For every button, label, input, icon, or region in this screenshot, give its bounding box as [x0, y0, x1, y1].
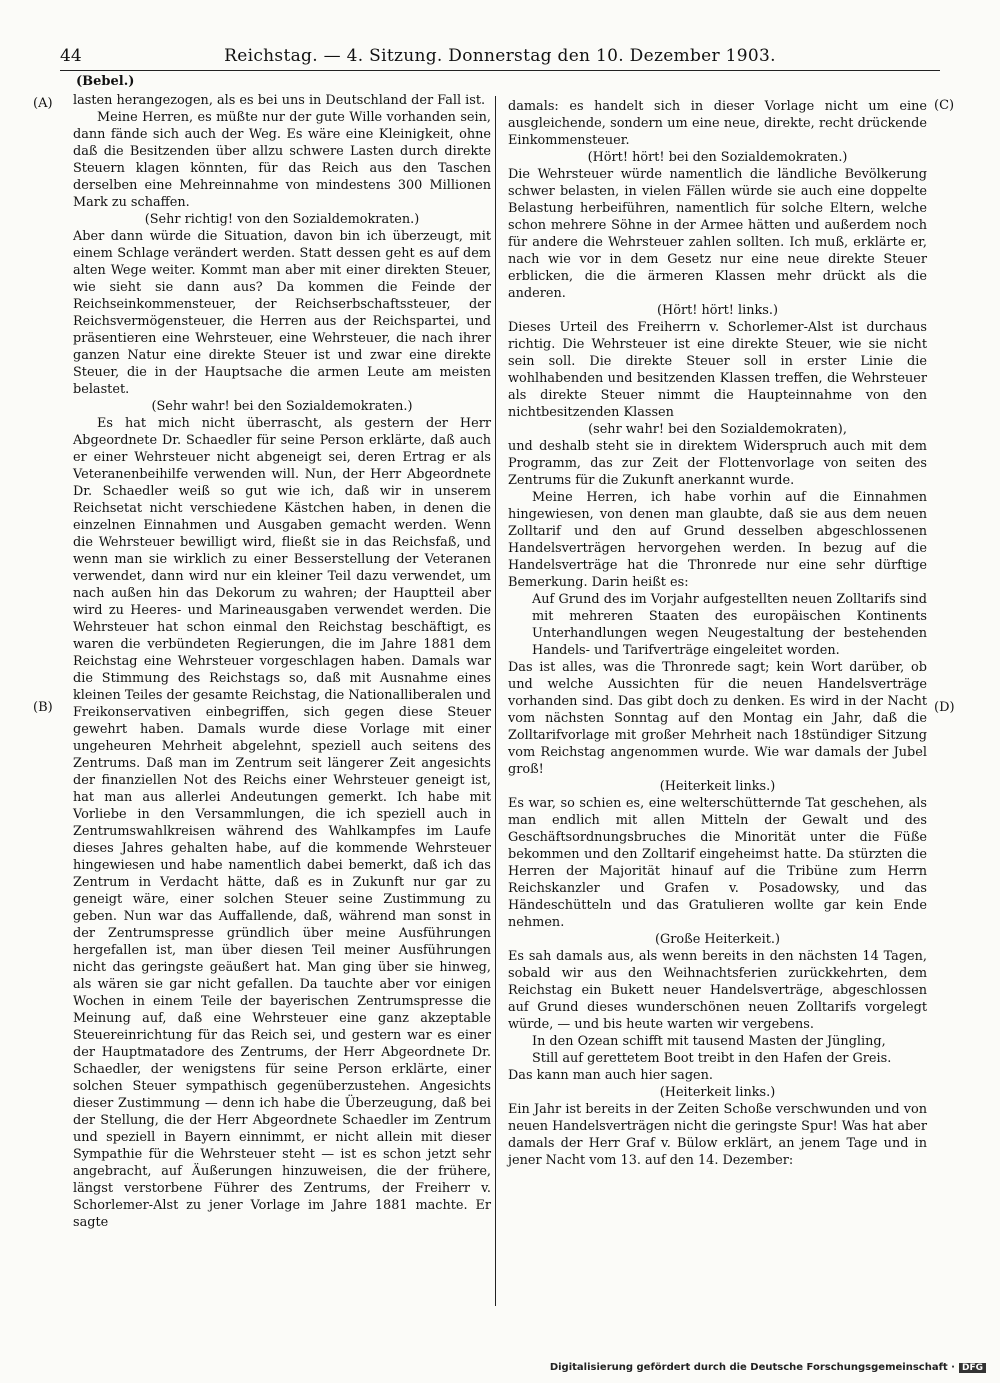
paragraph: Es war, so schien es, eine welterschütternde Tat geschehen, als man endlich mit allen Mitteln der Gewalt und des Geschäftsordnungsbruches die Minorität unter die Füße bekommen und den Zolltarif eingeheimst hatte. Da stürzten die Herren der Majorität hinauf auf die Tribüne zum Herrn Reichskanzler und Grafen v. Posadowsky, und das Händeschütteln und das Gratulieren wollte gar kein Ende nehmen.: [508, 796, 927, 930]
column-divider: [495, 96, 496, 1306]
interjection: (Hört! hört! links.): [657, 303, 778, 318]
paragraph: Meine Herren, es müßte nur der gute Wille vorhanden sein, dann fände sich auch der Weg. Es wäre eine Kleinigkeit, ohne daß die Besitzenden über allzu schwere Lasten durch direkte Steuern klagen könnten, für das Reich aus den Taschen derselben eine Mehreinnahme von mindestens 300 Millionen Mark zu schaffen.: [73, 110, 491, 210]
paragraph: Es hat mich nicht überrascht, als gestern der Herr Abgeordnete Dr. Schaedler für seine Person erklärte, daß auch er einer Wehrsteuer nicht abgeneigt sei, deren Ertrag er als Veteranenbeihilfe verwenden will. Nun, der Herr Abgeordnete Dr. Schaedler weiß so gut wie ich, daß wir in unserem Reichsetat nicht verschiedene Kästchen haben, in denen die einzelnen Einnahmen und Ausgaben gemacht werden. Wenn die Wehrsteuer bewilligt wird, fließt sie in das Reichsfaß, und wenn man sie wirklich zu einer Besserstellung der Veteranen verwendet, dann wird nur ein kleiner Teil dazu verwendet, um nach außen hin das Dekorum zu wahren; der Hauptteil aber wird zu Heeres- und Marineausgaben verwendet werden. Die Wehrsteuer hat schon einmal den Reichstag beschäftigt, es waren die verbündeten Regierungen, die im Jahre 1881 dem Reichstag eine Wehrsteuer vorgeschlagen haben. Damals war die Stimmung des Reichstags so, daß mit Ausnahme eines kleinen Teiles der gesamte Reichstag, die Nationalliberalen und Freikonservativen einbegriffen, sich gegen diese Steuer gewehrt haben. Damals wurde diese Vorlage mit einer ungeheuren Mehrheit abgelehnt, speziell auch seitens des Zentrums. Daß man im Zentrum seit längerer Zeit angesichts der finanziellen Not des Reichs einer Wehrsteuer geneigt ist, hat man aus allerlei Andeutungen gemerkt. Ich habe mit Vorliebe in den Versammlungen, die ich speziell auch in Zentrumswahlkreisen während des Wahlkampfes im Laufe dieses Jahres gehalten habe, auf die kommende Wehrsteuer hingewiesen und habe namentlich dabei bemerkt, daß ich das Zentrum in Verdacht hätte, daß es in Zukunft nur gar zu geneigt wäre, einer solchen Steuer seine Zustimmung zu geben. Nun war das Auffallende, daß, während man sonst in der Zentrumspresse gründlich über meine Ausführungen hergefallen ist, man über diesen Teil meiner Ausführungen nicht das geringste geäußert hat. Man ging über sie hinweg, als wären sie gar nicht gefallen. Da tauchte aber vor einigen Wochen in einem Teile der bayerischen Zentrumspresse die Meinung auf, daß eine Wehrsteuer eine ganz akzeptable Steuereinrichtung für das Reich sei, und gestern war es einer der Hauptmatadore des Zentrums, der Herr Abgeordnete Dr. Schaedler, der wenigstens für seine Person erklärte, einer solchen Steuer sympathisch gegenüberzustehen. Angesichts dieser Zustimmung — denn ich habe die Überzeugung, daß bei der Stellung, die der Herr Abgeordnete Schaedler im Zentrum und speziell in Bayern einnimmt, er nicht allein mit dieser Sympathie für die Wehrsteuer steht — ist es schon jetzt sehr angebracht, auf Äußerungen hinzuweisen, die der frühere, längst verstorbene Führer des Zentrums, der Freiherr v. Schorlemer-Alst zu jener Vorlage im Jahre 1881 machte. Er sagte: [73, 416, 491, 1230]
interjection: (Große Heiterkeit.): [655, 932, 780, 947]
margin-marker-c: (C): [934, 98, 955, 113]
left-column: [73, 92, 491, 1231]
interjection: (Sehr wahr! bei den Sozialdemokraten.): [151, 399, 413, 414]
funding-footer: [550, 1362, 986, 1373]
interjection: (Sehr richtig! von den Sozialdemokraten.): [144, 212, 420, 227]
interjection: (Heiterkeit links.): [659, 779, 776, 794]
right-column: [508, 98, 927, 1169]
paragraph: Es sah damals aus, als wenn bereits in den nächsten 14 Tagen, sobald wir aus den Weihnachtsferien zurückkehrten, dem Reichstag ein Bukett neuer Handelsverträge, abgeschlossen auf Grund dieses wunderschönen neuen Zolltarifs vorgelegt würde, — und bis heute warten wir vergebens.: [508, 949, 927, 1032]
paragraph: Die Wehrsteuer würde namentlich die ländliche Bevölkerung schwer belasten, in vielen Fällen würde sie auch eine doppelte Belastung herbeiführen, namentlich für solche Eltern, welche schon mehrere Söhne in der Armee hätten und außerdem noch für andere die Wehrsteuer zahlen sollten. Ich muß, erklärte er, nach wie vor in dem Gesetz nur eine neue direkte Steuer erblicken, die die ärmeren Klassen mehr drückt als die anderen.: [508, 167, 927, 301]
block-quote: Auf Grund des im Vorjahr aufgestellten neuen Zolltarifs sind mit mehreren Staaten des europäischen Kontinents Unterhandlungen wegen Neugestaltung der bestehenden Handels- und Tarifverträge eingeleitet worden.: [532, 592, 927, 658]
paragraph: Ein Jahr ist bereits in der Zeiten Schoße verschwunden und von neuen Handelsverträgen nicht die geringste Spur! Was hat aber damals der Herr Graf v. Bülow erklärt, an jenem Tage und in jener Nacht vom 13. auf den 14. Dezember:: [508, 1102, 927, 1168]
dfg-logo-icon: DFG: [959, 1363, 986, 1373]
paragraph: lasten herangezogen, als es bei uns in Deutschland der Fall ist.: [73, 93, 486, 108]
interjection: (Heiterkeit links.): [659, 1085, 776, 1100]
running-title: Reichstag. — 4. Sitzung. Donnerstag den 10. Dezember 1903.: [224, 46, 776, 66]
speaker-name: (Bebel.): [76, 74, 135, 89]
margin-marker-d: (D): [934, 700, 955, 715]
interjection: (Hört! hört! bei den Sozialdemokraten.): [587, 150, 848, 165]
page-header: [60, 46, 940, 70]
paragraph: damals: es handelt sich in dieser Vorlage nicht um eine ausgleichende, sondern um eine neue, direkte, recht drückende Einkommensteuer.: [508, 99, 927, 148]
verse-line: In den Ozean schifft mit tausend Masten der Jüngling,: [532, 1034, 886, 1049]
paragraph: Aber dann würde die Situation, davon bin ich überzeugt, mit einem Schlage verändert werden. Statt dessen geht es auf dem alten Wege weiter. Kommt man aber mit einer direkten Steuer, wie sieht sie dann aus? Da kommen die Feinde der Reichseinkommensteuer, der Reichserbschaftssteuer, der Reichsvermögensteuer, die Herren aus der Reichspartei, und präsentieren eine Wehrsteuer, eine Wehrsteuer, die nach ihrer ganzen Natur eine direkte Steuer ist und zwar eine direkte Steuer, die in der Hauptsache die armen Leute am meisten belastet.: [73, 229, 491, 397]
interjection: (sehr wahr! bei den Sozialdemokraten),: [588, 422, 847, 437]
page-number: 44: [60, 46, 82, 66]
header-rule: [60, 70, 940, 71]
margin-marker-a: (A): [33, 96, 53, 111]
footer-text: Digitalisierung gefördert durch die Deutsche Forschungsgemeinschaft ·: [549, 1362, 955, 1373]
paragraph: und deshalb steht sie in direktem Widerspruch auch mit dem Programm, das zur Zeit der Flottenvorlage von seiten des Zentrums für die Zukunft anerkannt wurde.: [508, 439, 927, 488]
margin-marker-b: (B): [33, 700, 53, 715]
paragraph: Das ist alles, was die Thronrede sagt; kein Wort darüber, ob und welche Aussichten für die neuen Handelsverträge vorhanden sind. Das gibt doch zu denken. Es wird in der Nacht vom nächsten Sonntag auf den Montag ein Jahr, daß die Zolltarifvorlage mit großer Mehrheit nach 18stündiger Sitzung vom Reichstag angenommen wurde. Wie war damals der Jubel groß!: [508, 660, 927, 777]
paragraph: Das kann man auch hier sagen.: [508, 1068, 713, 1083]
paragraph: Meine Herren, ich habe vorhin auf die Einnahmen hingewiesen, von denen man glaubte, daß sie aus dem neuen Zolltarif und den auf Grund desselben abgeschlossenen Handelsverträgen hervorgehen werden. In bezug auf die Handelsverträge hat die Thronrede nur eine sehr dürftige Bemerkung. Darin heißt es:: [508, 490, 927, 590]
paragraph: Dieses Urteil des Freiherrn v. Schorlemer-Alst ist durchaus richtig. Die Wehrsteuer ist eine direkte Steuer, wie sie nicht sein soll. Die direkte Steuer soll in erster Linie die wohlhabenden und besitzenden Klassen treffen, die Wehrsteuer als direkte Steuer nimmt die Haupteinnahme von den nichtbesitzenden Klassen: [508, 320, 927, 420]
verse-line: Still auf gerettetem Boot treibt in den Hafen der Greis.: [532, 1051, 892, 1066]
